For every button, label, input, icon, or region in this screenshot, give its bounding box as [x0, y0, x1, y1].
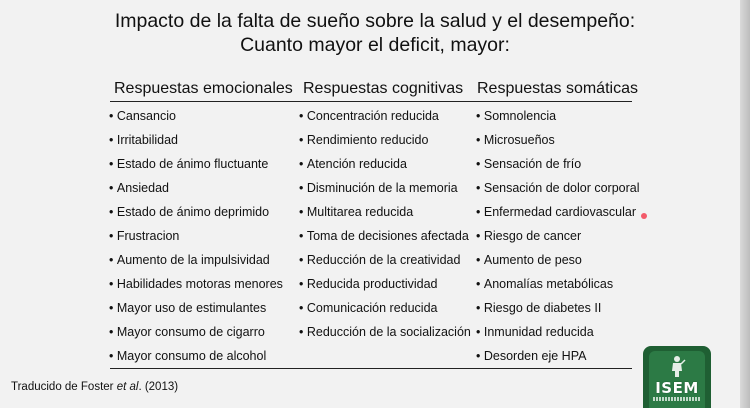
isem-logo: [643, 346, 711, 408]
list-item: • Aumento de la impulsividad: [109, 248, 283, 272]
list-item: • Mayor uso de estimulantes: [109, 296, 283, 320]
table-bottom-rule: [110, 368, 632, 369]
slide-edge: [740, 0, 750, 408]
title-line-1: Impacto de la falta de sueño sobre la salud y el desempeño:: [114, 10, 636, 32]
list-item: • Aumento de peso: [476, 248, 640, 272]
title-line-2: Cuanto mayor el deficit, mayor:: [240, 34, 510, 56]
list-item: • Desorden eje HPA: [476, 344, 640, 368]
list-item: • Inmunidad reducida: [476, 320, 640, 344]
citation-prefix: Traducido de Foster: [11, 381, 117, 393]
list-somatic: [476, 104, 640, 368]
citation-suffix: . (2013): [138, 381, 179, 393]
slide-title: [0, 9, 750, 57]
table-top-rule: [110, 101, 632, 102]
list-item: • Mayor consumo de alcohol: [109, 344, 283, 368]
list-item: • Cansancio: [109, 104, 283, 128]
list-item: • Habilidades motoras menores: [109, 272, 283, 296]
list-cognitive: [299, 104, 471, 344]
list-item: • Irritabilidad: [109, 128, 283, 152]
list-item: • Sensación de frío: [476, 152, 640, 176]
list-item: • Reducción de la creatividad: [299, 248, 471, 272]
list-item: • Atención reducida: [299, 152, 471, 176]
list-item: • Estado de ánimo fluctuante: [109, 152, 283, 176]
list-item: • Rendimiento reducido: [299, 128, 471, 152]
list-item: • Enfermedad cardiovascular: [476, 200, 640, 224]
logo-text: ISEM: [655, 379, 699, 397]
list-item: • Riesgo de diabetes II: [476, 296, 640, 320]
list-item: • Concentración reducida: [299, 104, 471, 128]
list-item: • Sensación de dolor corporal: [476, 176, 640, 200]
statue-icon: [667, 355, 687, 377]
list-emotional: [109, 104, 283, 368]
header-somatic: Respuestas somáticas: [477, 80, 638, 97]
list-item: • Frustracion: [109, 224, 283, 248]
list-item: • Anomalías metabólicas: [476, 272, 640, 296]
list-item: • Comunicación reducida: [299, 296, 471, 320]
header-emotional: Respuestas emocionales: [114, 80, 293, 97]
list-item: • Toma de decisiones afectada: [299, 224, 471, 248]
list-item: • Riesgo de cancer: [476, 224, 640, 248]
header-cognitive: Respuestas cognitivas: [303, 80, 464, 97]
list-item: • Ansiedad: [109, 176, 283, 200]
list-item: • Disminución de la memoria: [299, 176, 471, 200]
list-item: • Reducción de la socialización: [299, 320, 471, 344]
citation-italic: et al: [116, 381, 139, 393]
list-item: • Reducida productividad: [299, 272, 471, 296]
list-item: • Estado de ánimo deprimido: [109, 200, 283, 224]
list-item: • Microsueños: [476, 128, 640, 152]
list-item: • Somnolencia: [476, 104, 640, 128]
citation: [11, 381, 178, 393]
list-item: • Mayor consumo de cigarro: [109, 320, 283, 344]
pointer-dot: [641, 213, 647, 219]
list-item: • Multitarea reducida: [299, 200, 471, 224]
